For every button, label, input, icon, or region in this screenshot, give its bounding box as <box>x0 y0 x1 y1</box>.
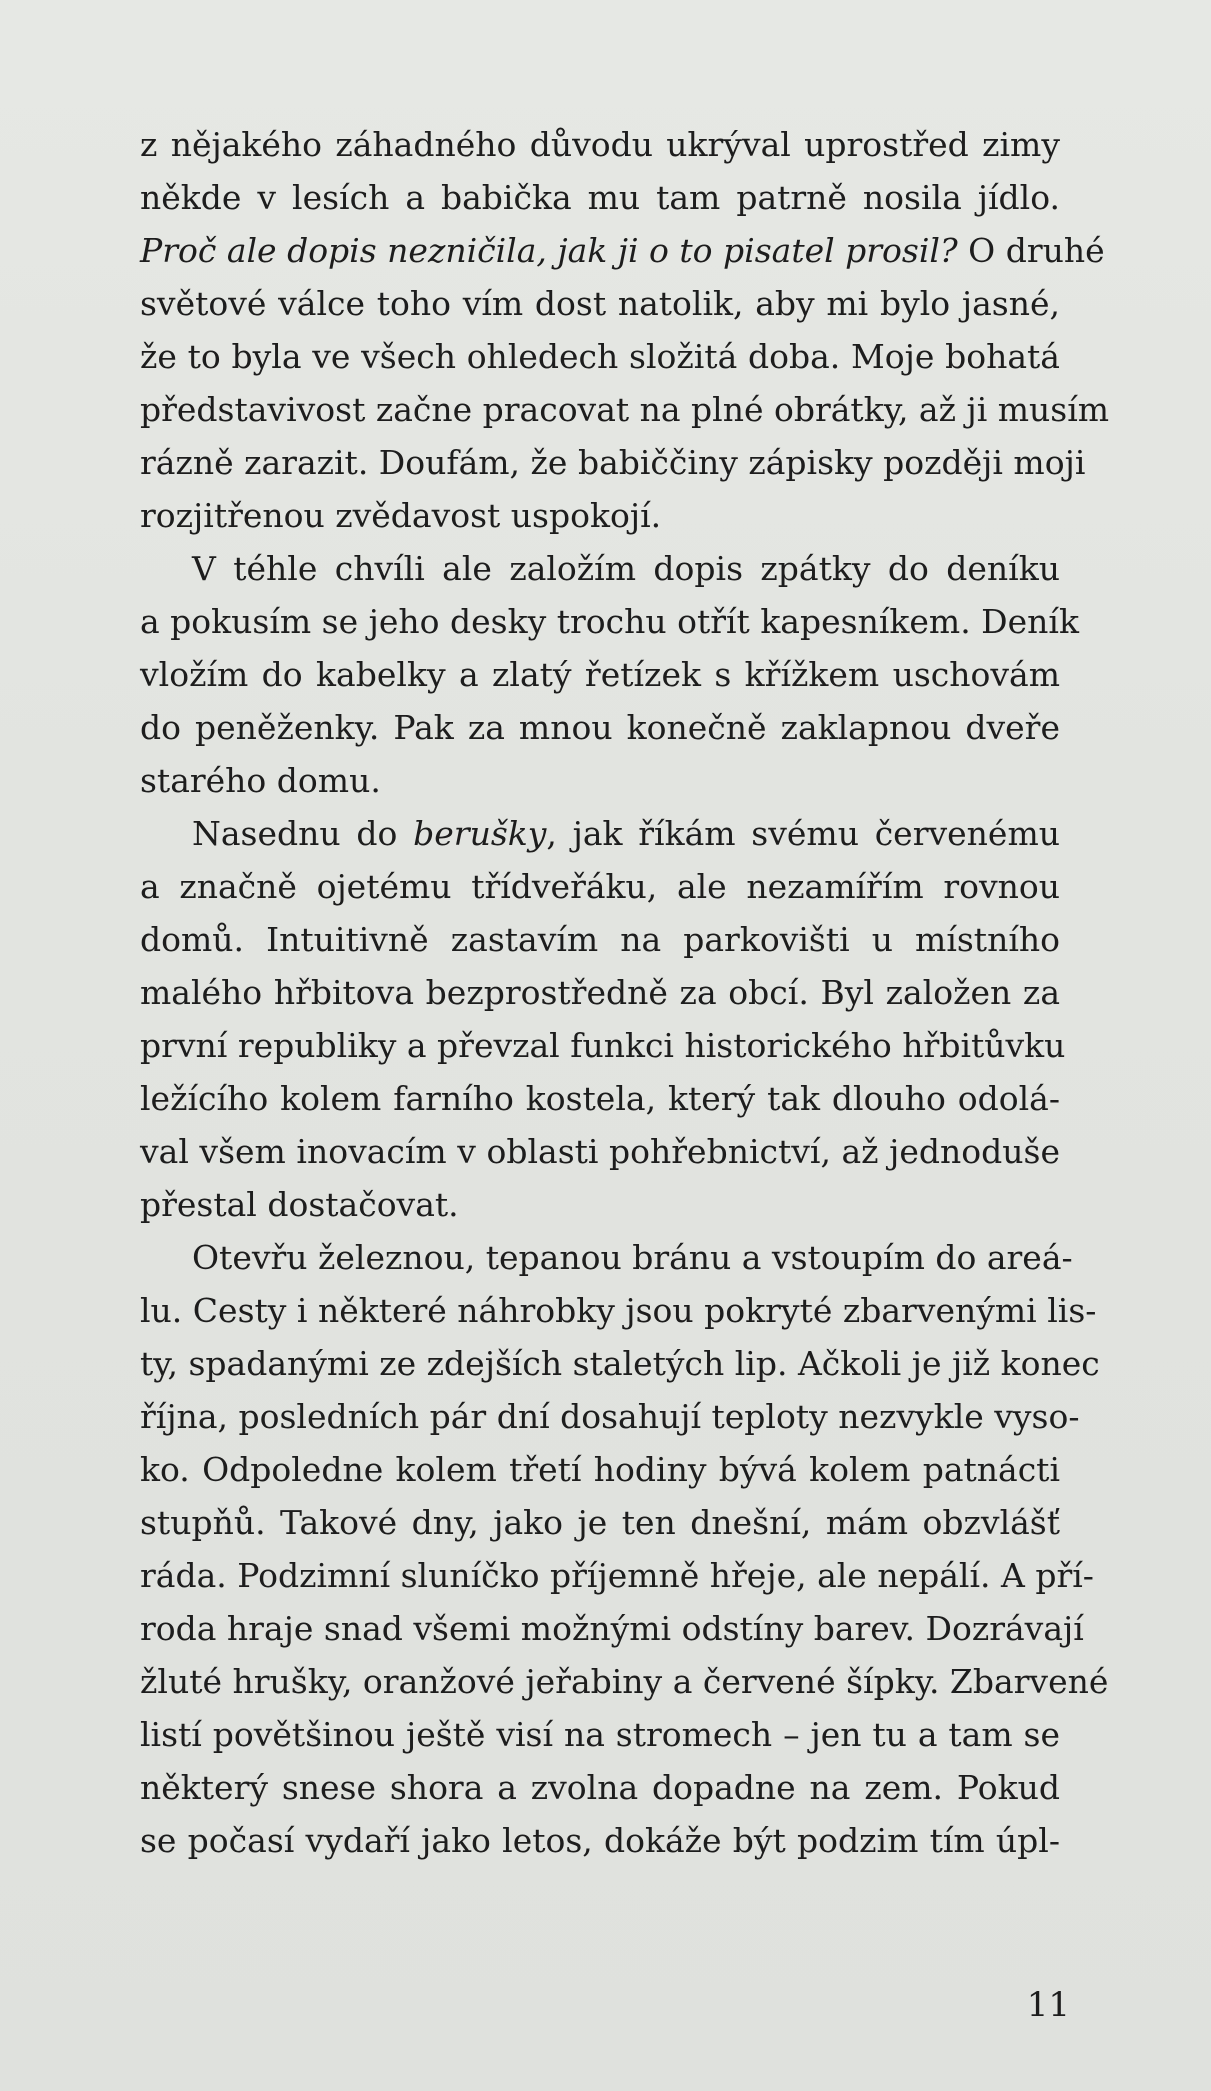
italic-question: Proč ale dopis nezničila, jak ji o to pisatel prosil? <box>140 231 958 270</box>
text-line: malého hřbitova bezprostředně za obcí. Byl založen za <box>140 973 1060 1012</box>
text-line: některý snese shora a zvolna dopadne na zem. Pokud <box>140 1768 1060 1807</box>
paragraph-start-line <box>140 807 1060 860</box>
italic-car-name: berušky <box>413 814 547 853</box>
body-text <box>140 118 1110 1867</box>
text-line: starého domu. <box>140 761 381 800</box>
text-line: z nějakého záhadného důvodu ukrýval uprostřed zimy <box>140 125 1060 164</box>
text-line-head: Nasednu do <box>192 814 398 853</box>
page-number: 11 <box>1026 1985 1070 2025</box>
text-line: října, posledních pár dní dosahují teploty nezvykle vyso- <box>140 1397 1080 1436</box>
text-line: ko. Odpoledne kolem třetí hodiny bývá kolem patnácti <box>140 1450 1060 1489</box>
text-line: představivost začne pracovat na plné obrátky, až ji musím <box>140 390 1110 429</box>
text-line: že to byla ve všech ohledech složitá doba. Moje bohatá <box>140 337 1060 376</box>
text-line: rozjitřenou zvědavost uspokojí. <box>140 496 662 535</box>
text-line: stupňů. Takové dny, jako je ten dnešní, mám obzvlášť <box>140 1503 1060 1542</box>
text-line: světové válce toho vím dost natolik, aby mi bylo jasné, <box>140 284 1060 323</box>
text-line: přestal dostačovat. <box>140 1185 459 1224</box>
text-line: roda hraje snad všemi možnými odstíny barev. Dozrávají <box>140 1609 1084 1648</box>
paragraph-start-line: V téhle chvíli ale založím dopis zpátky do deníku <box>192 549 1060 588</box>
text-line: a pokusím se jeho desky trochu otřít kapesníkem. Deník <box>140 602 1079 641</box>
text-line: a značně ojetému třídveřáku, ale nezamířím rovnou <box>140 867 1060 906</box>
text-line <box>140 224 1105 277</box>
text-line: první republiky a převzal funkci historického hřbitůvku <box>140 1026 1066 1065</box>
text-line: ležícího kolem farního kostela, který tak dlouho odolá- <box>140 1079 1060 1118</box>
text-line-tail: O druhé <box>957 231 1105 270</box>
text-line: lu. Cesty i některé náhrobky jsou pokryté zbarvenými lis- <box>140 1291 1097 1330</box>
text-line: rázně zarazit. Doufám, že babiččiny zápisky později moji <box>140 443 1086 482</box>
text-line: val všem inovacím v oblasti pohřebnictví, až jednoduše <box>140 1132 1060 1171</box>
text-line: domů. Intuitivně zastavím na parkovišti u místního <box>140 920 1060 959</box>
text-line: ráda. Podzimní sluníčko příjemně hřeje, ale nepálí. A pří- <box>140 1556 1094 1595</box>
text-line: do peněženky. Pak za mnou konečně zaklapnou dveře <box>140 708 1060 747</box>
text-line: někde v lesích a babička mu tam patrně nosila jídlo. <box>140 178 1060 217</box>
paragraph-start-line: Otevřu železnou, tepanou bránu a vstoupím do areá- <box>192 1238 1073 1277</box>
text-line: ty, spadanými ze zdejších staletých lip. Ačkoli je již konec <box>140 1344 1100 1383</box>
text-line-tail: , jak říkám svému červenému <box>546 814 1060 853</box>
text-line: žluté hrušky, oranžové jeřabiny a červené šípky. Zbarvené <box>140 1662 1109 1701</box>
text-line: vložím do kabelky a zlatý řetízek s křížkem uschovám <box>140 655 1060 694</box>
text-line: se počasí vydaří jako letos, dokáže být podzim tím úpl- <box>140 1821 1060 1860</box>
text-line: listí povětšinou ještě visí na stromech – jen tu a tam se <box>140 1715 1060 1754</box>
